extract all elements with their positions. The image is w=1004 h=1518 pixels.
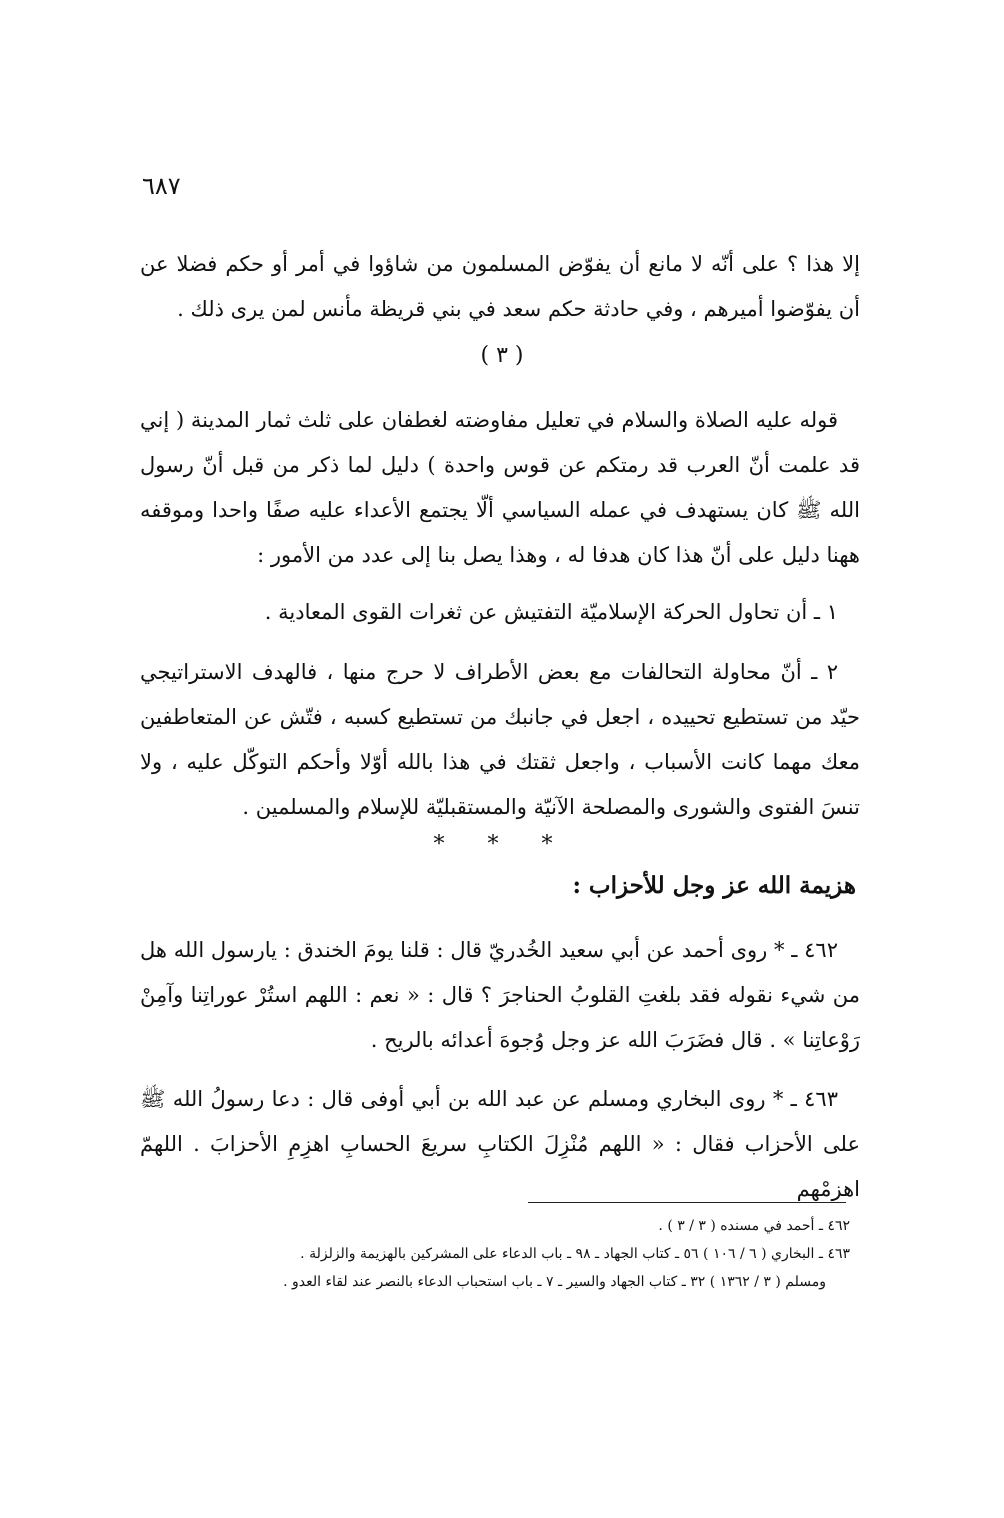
section-heading: هزيمة الله عز وجل للأحزاب : bbox=[572, 872, 856, 899]
point-two: ٢ ـ أنّ محاولة التحالفات مع بعض الأطراف لا حرج منها ، فالهدف الاستراتيجي حيّد من تستطيع تحييده ، اجعل في جانبك من تستطيع كسبه ، فتّش عن المتعاطفين معك مهما كانت الأسباب ، واجعل ثقتك في هذا بالله أوّلا وأحكم التوكّل عليه ، ولا تنسَ الفتوى والشورى والمصلحة الآنيّة والمستقبليّة للإسلام والمسلمين . bbox=[140, 660, 860, 819]
section-separator: * * * bbox=[433, 832, 571, 857]
section-number: ( ٣ ) bbox=[480, 343, 524, 368]
footnotes bbox=[140, 1212, 850, 1296]
footnote-462: ٤٦٢ ـ أحمد في مسنده ( ٣ / ٣ ) . bbox=[658, 1218, 850, 1234]
hadith-462: ٤٦٢ ـ * روى أحمد عن أبي سعيد الخُدريّ قال : قلنا يومَ الخندق : يارسول الله هل من شيء نقوله فقد بلغتِ القلوبُ الحناجرَ ؟ قال : « نعم : اللهم استُرْ عوراتِنا وآمِنْ رَوْعاتِنا » . قال فضَرَبَ الله عز وجل وُجوهَ أعدائه بالريح . bbox=[140, 938, 860, 1052]
footnote-463: ٤٦٣ ـ البخاري ( ٦ / ١٠٦ ) ٥٦ ـ كتاب الجهاد ـ ٩٨ ـ باب الدعاء على المشركين بالهزيمة والزلزلة . bbox=[300, 1246, 850, 1262]
hadith-463: ٤٦٣ ـ * روى البخاري ومسلم عن عبد الله بن أبي أوفى قال : دعا رسولُ الله ﷺ على الأحزاب فقال : « اللهم مُنْزِلَ الكتابِ سريعَ الحسابِ اهزِمِ الأحزابَ . اللهمّ اهزمْهم bbox=[140, 1087, 860, 1201]
page-number: ٦٨٧ bbox=[142, 172, 181, 200]
footnote-divider bbox=[528, 1202, 846, 1203]
paragraph-continuation: إلا هذا ؟ على أنّه لا مانع أن يفوّض المسلمون من شاؤوا في أمر أو حكم فضلا عن أن يفوّضوا أميرهم ، وفي حادثة حكم سعد في بني قريظة مأنس لمن يرى ذلك . bbox=[140, 252, 860, 321]
footnote-463-muslim: ومسلم ( ٣ / ١٣٦٢ ) ٣٢ ـ كتاب الجهاد والسير ـ ٧ ـ باب استحباب الدعاء بالنصر عند لقاء العدو . bbox=[283, 1274, 826, 1290]
paragraph-ghatafan: قوله عليه الصلاة والسلام في تعليل مفاوضته لغطفان على ثلث ثمار المدينة ( إني قد علمت أنّ العرب قد رمتكم عن قوس واحدة ) دليل لما ذكر من قبل أنّ رسول الله ﷺ كان يستهدف في عمله السياسي ألّا يجتمع الأعداء عليه صفًا واحدا وموقفه ههنا دليل على أنّ هذا كان هدفا له ، وهذا يصل بنا إلى عدد من الأمور : bbox=[140, 408, 860, 567]
point-one: ١ ـ أن تحاول الحركة الإسلاميّة التفتيش عن ثغرات القوى المعادية . bbox=[264, 600, 838, 624]
